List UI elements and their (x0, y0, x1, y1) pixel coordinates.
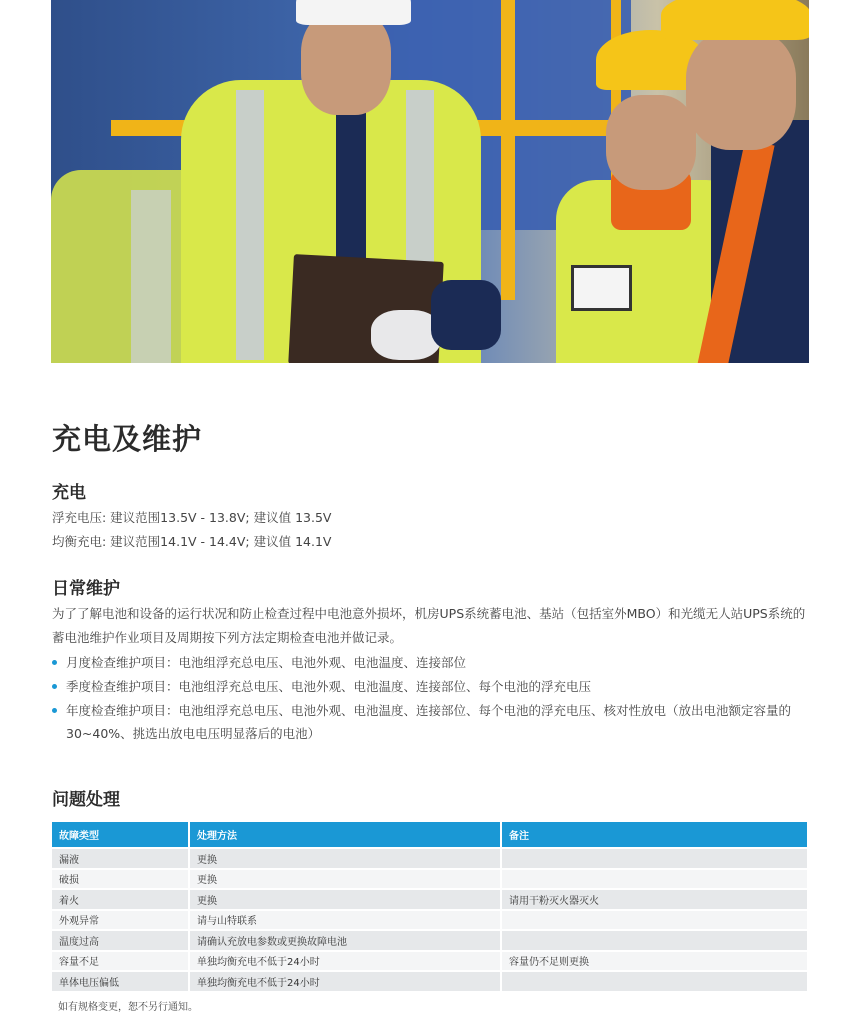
hero-id-badge (571, 265, 632, 311)
table-row (52, 869, 808, 890)
charging-heading: 充电 (52, 483, 86, 503)
equalize-voltage-text: 均衡充电: 建议范围14.1V - 14.4V; 建议值 14.1V (52, 534, 332, 549)
column-header: 处理方法 (189, 822, 501, 848)
list-item (52, 675, 812, 698)
hero-tie (336, 110, 366, 260)
bullet-icon (52, 684, 57, 689)
hero-vest-stripe (131, 190, 171, 363)
table-header-row (52, 822, 808, 848)
hero-vest-stripe (236, 90, 264, 360)
table-cell: 请确认充放电参数或更换故障电池 (189, 930, 501, 951)
hero-helmet-yellow (661, 0, 809, 40)
table-cell: 请用干粉灭火器灭火 (501, 889, 808, 910)
list-item (52, 699, 812, 745)
table-row (52, 889, 808, 910)
table-cell: 单独均衡充电不低于24小时 (189, 951, 501, 972)
table-row (52, 848, 808, 869)
column-header: 故障类型 (52, 822, 189, 848)
table-row (52, 930, 808, 951)
table-cell (501, 930, 808, 951)
table-cell: 请与山特联系 (189, 910, 501, 931)
table-cell: 外观异常 (52, 910, 189, 931)
table-cell: 漏液 (52, 848, 189, 869)
maintenance-list (52, 651, 812, 746)
table-cell (501, 848, 808, 869)
hero-photo (51, 0, 809, 363)
column-header: 备注 (501, 822, 808, 848)
float-voltage-text: 浮充电压: 建议范围13.5V - 13.8V; 建议值 13.5V (52, 510, 332, 525)
table-cell (501, 971, 808, 991)
hero-face (686, 30, 796, 150)
list-item-text: 季度检查维护项目：电池组浮充总电压、电池外观、电池温度、连接部位、每个电池的浮充电压 (66, 679, 592, 694)
table-row (52, 951, 808, 972)
list-item-text: 年度检查维护项目：电池组浮充总电压、电池外观、电池温度、连接部位、每个电池的浮充电压、核对性放电（放出电池额定容量的30~40%、挑选出放电电压明显落后的电池） (66, 703, 792, 741)
troubleshooting-table (52, 822, 809, 991)
hero-sleeve (431, 280, 501, 350)
table-cell: 更换 (189, 869, 501, 890)
hero-face (301, 10, 391, 115)
table-cell: 温度过高 (52, 930, 189, 951)
bullet-icon (52, 708, 57, 713)
table-row (52, 971, 808, 991)
table-cell: 单体电压偏低 (52, 971, 189, 991)
hero-face (606, 95, 696, 190)
page-title: 充电及维护 (52, 422, 203, 456)
table-cell: 单独均衡充电不低于24小时 (189, 971, 501, 991)
table-cell: 破损 (52, 869, 189, 890)
hero-pipe-vertical (501, 0, 515, 300)
maintenance-intro: 为了了解电池和设备的运行状况和防止检查过程中电池意外损坏，机房UPS系统蓄电池、基站（包括室外MBO）和光缆无人站UPS系统的蓄电池维护作业项目及周期按下列方法定期检查电池并做记录。 (52, 606, 806, 645)
table-cell: 容量仍不足则更换 (501, 951, 808, 972)
table-cell: 更换 (189, 848, 501, 869)
bullet-icon (52, 660, 57, 665)
footnote: 如有规格变更，恕不另行通知。 (58, 1002, 198, 1013)
table-cell: 容量不足 (52, 951, 189, 972)
troubleshooting-heading: 问题处理 (52, 790, 120, 810)
list-item-text: 月度检查维护项目：电池组浮充总电压、电池外观、电池温度、连接部位 (66, 655, 467, 670)
list-item (52, 651, 812, 674)
hero-helmet-white (296, 0, 411, 25)
table-cell (501, 869, 808, 890)
table-row (52, 910, 808, 931)
table-cell: 更换 (189, 889, 501, 910)
table-cell: 着火 (52, 889, 189, 910)
maintenance-heading: 日常维护 (52, 579, 120, 599)
table-cell (501, 910, 808, 931)
